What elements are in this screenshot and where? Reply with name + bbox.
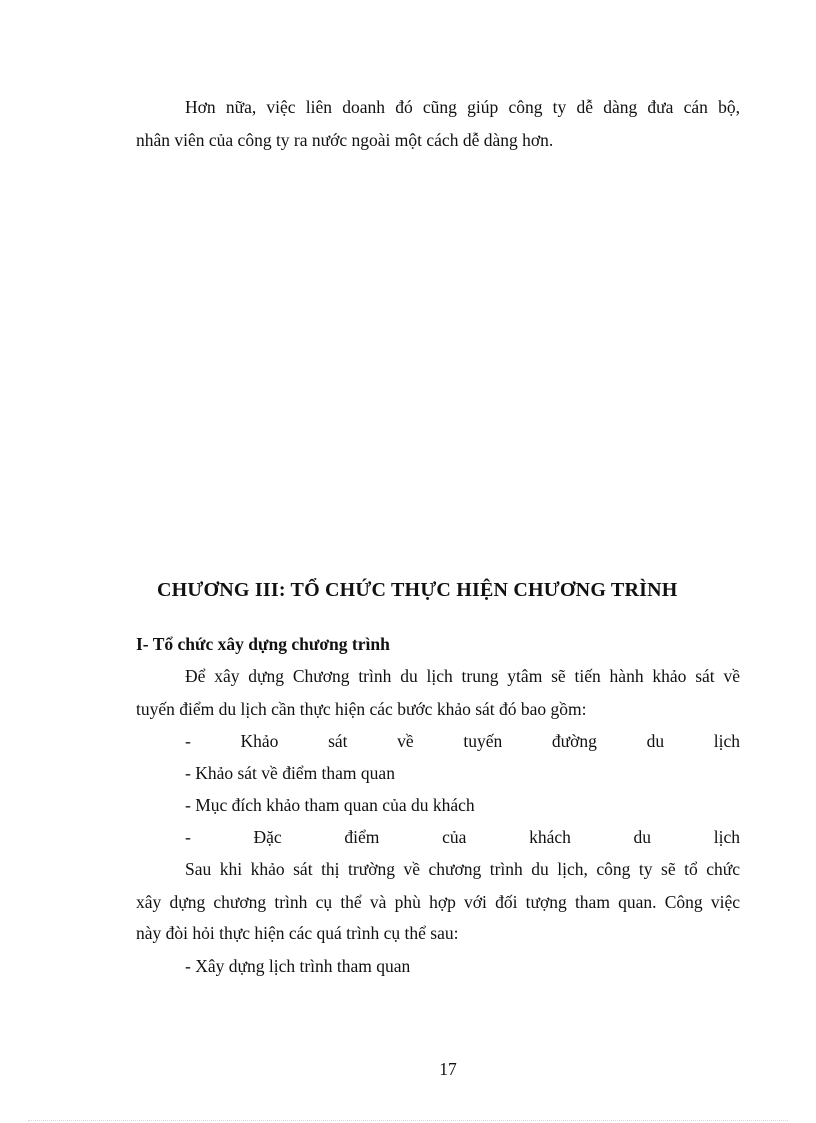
list-item-itinerary: - Xây dựng lịch trình tham quan xyxy=(185,956,411,976)
section-paragraph-1-line-2: tuyến điểm du lịch cần thực hiện các bước khảo sát đó bao gồm: xyxy=(136,699,587,719)
intro-paragraph-line-1: Hơn nữa, việc liên doanh đó cũng giúp công ty dễ dàng đưa cán bộ, xyxy=(185,97,740,117)
page-number: 17 xyxy=(439,1059,457,1079)
bullet-item-attraction-survey: - Khảo sát về điểm tham quan xyxy=(185,763,395,783)
chapter-title: CHƯƠNG III: TỔ CHỨC THỰC HIỆN CHƯƠNG TRÌNH xyxy=(157,579,678,601)
page-bottom-divider xyxy=(28,1120,788,1121)
section-paragraph-1-line-1: Để xây dựng Chương trình du lịch trung ytâm sẽ tiến hành khảo sát về xyxy=(185,666,740,686)
section-paragraph-2-line-1: Sau khi khảo sát thị trường về chương trình du lịch, công ty sẽ tổ chức xyxy=(185,859,740,879)
section-paragraph-2-line-3: này đòi hỏi thực hiện các quá trình cụ thể sau: xyxy=(136,923,459,943)
intro-paragraph-line-2: nhân viên của công ty ra nước ngoài một cách dễ dàng hơn. xyxy=(136,130,554,150)
section-paragraph-2-line-2: xây dựng chương trình cụ thể và phù hợp với đối tượng tham quan. Công việc xyxy=(136,892,740,912)
bullet-item-route-survey: - Khảo sát về tuyến đường du lịch xyxy=(185,731,740,751)
bullet-item-tourist-characteristics: - Đặc điểm của khách du lịch xyxy=(185,827,740,847)
section-heading: I- Tổ chức xây dựng chương trình xyxy=(136,634,390,654)
bullet-item-visitor-purpose: - Mục đích khảo tham quan của du khách xyxy=(185,795,475,815)
